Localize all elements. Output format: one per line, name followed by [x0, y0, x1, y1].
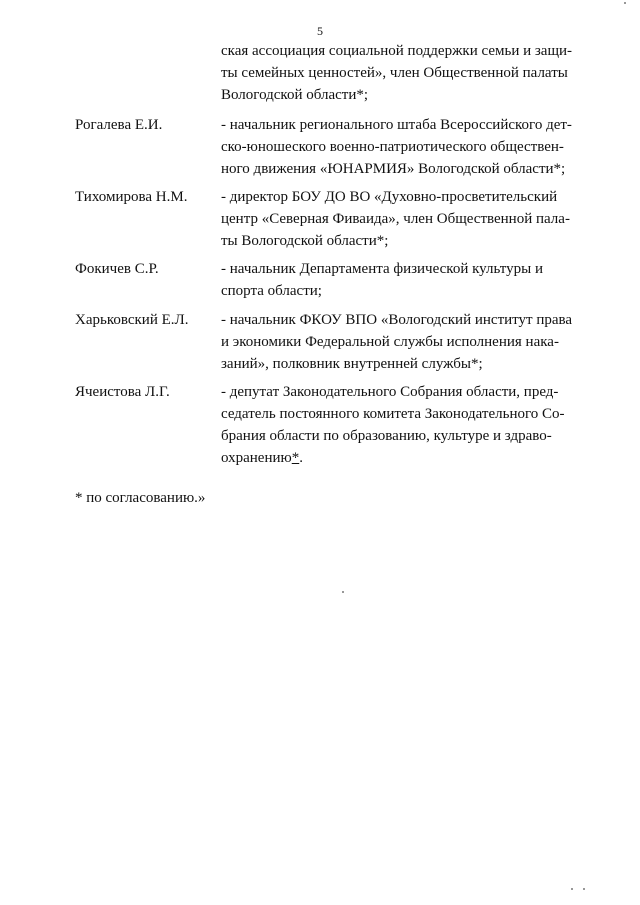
text-line: ного движения «ЮНАРМИЯ» Вологодской области*; — [221, 161, 566, 177]
text-line — [221, 447, 581, 469]
text-line: ская ассоциация социальной поддержки семьи и защи- — [221, 43, 573, 59]
text-line: центр «Северная Фиваида», член Общественной пала- — [221, 211, 570, 227]
text-fragment: . — [299, 450, 303, 466]
member-name: Тихомирова Н.М. — [75, 189, 188, 205]
text-line: ты Вологодской области*; — [221, 233, 389, 249]
text-line: - директор БОУ ДО ВО «Духовно-просветительский — [221, 189, 558, 205]
scan-speck — [571, 888, 573, 890]
footnote: * по согласованию.» — [75, 490, 206, 506]
text-line: заний», полковник внутренней службы*; — [221, 356, 483, 372]
continuation-text — [221, 40, 581, 106]
member-description — [221, 114, 581, 180]
text-line: - начальник Департамента физической культуры и — [221, 261, 543, 277]
text-line: ты семейных ценностей», член Общественной палаты — [221, 65, 568, 81]
text-line: спорта области; — [221, 283, 322, 299]
text-line: седатель постоянного комитета Законодательного Со- — [221, 406, 565, 422]
scan-speck — [624, 2, 626, 4]
text-line: - начальник ФКОУ ВПО «Вологодский институт права — [221, 312, 573, 328]
member-description — [221, 381, 581, 469]
member-description — [221, 258, 581, 302]
scan-speck — [342, 591, 344, 593]
scan-speck — [583, 888, 585, 890]
text-line: Вологодской области*; — [221, 87, 369, 103]
text-line: и экономики Федеральной службы исполнения нака- — [221, 334, 559, 350]
member-description — [221, 309, 581, 375]
text-line: - начальник регионального штаба Всероссийского дет- — [221, 117, 572, 133]
member-name: Ячеистова Л.Г. — [75, 384, 170, 400]
member-name: Рогалева Е.И. — [75, 117, 163, 133]
text-line: ско-юношеского военно-патриотического обществен- — [221, 139, 564, 155]
member-description — [221, 186, 581, 252]
text-line: брания области по образованию, культуре и здраво- — [221, 428, 552, 444]
page-number: 5 — [317, 24, 323, 38]
text-line: - депутат Законодательного Собрания области, пред- — [221, 384, 559, 400]
member-name: Харьковский Е.Л. — [75, 312, 189, 328]
member-name: Фокичев С.Р. — [75, 261, 159, 277]
footnote-mark: * — [291, 450, 300, 466]
text-fragment: охранению — [221, 450, 292, 466]
